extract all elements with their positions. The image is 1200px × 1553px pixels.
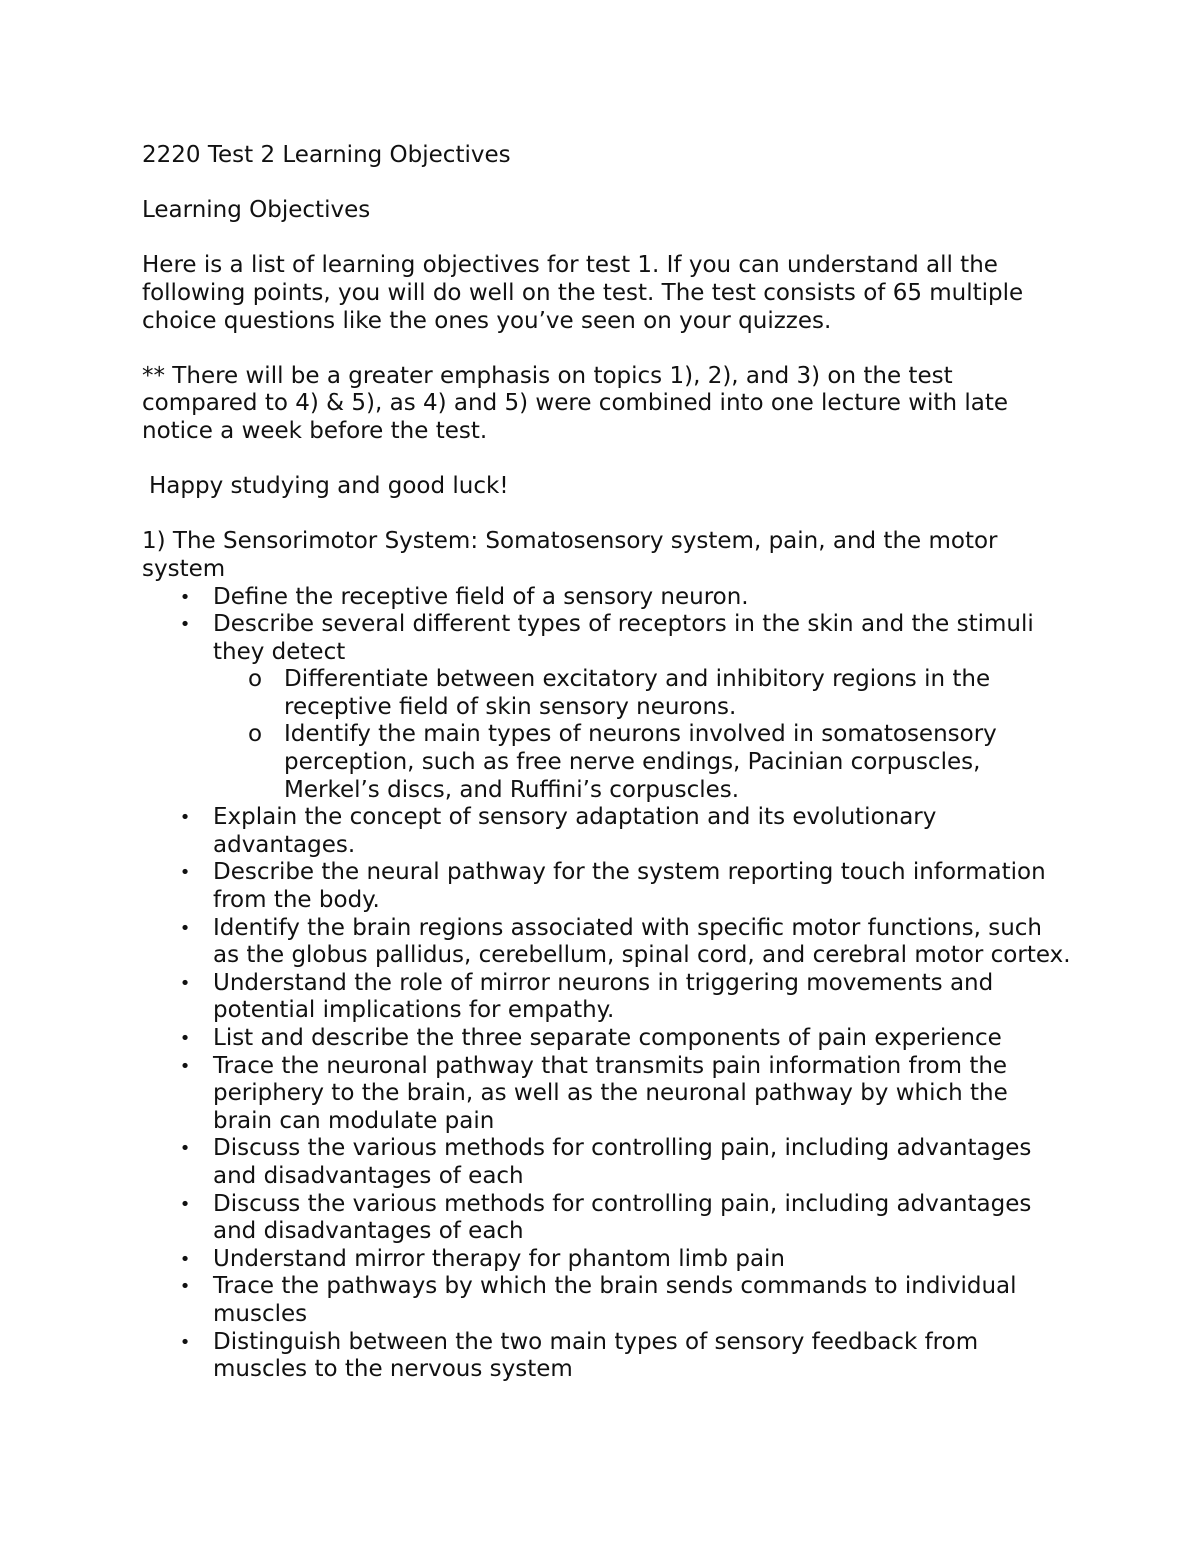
spacer <box>142 335 1072 363</box>
topic-1-heading: 1) The Sensorimotor System: Somatosensory system, pain, and the motor system <box>142 528 1005 582</box>
bullet-icon: • <box>179 972 191 994</box>
list-item <box>142 611 1072 666</box>
list-item-text: Explain the concept of sensory adaptation and its evolutionary advantages. <box>213 804 937 858</box>
list-item <box>142 1191 1072 1246</box>
list-item <box>142 970 1072 1025</box>
list-item-text: Describe the neural pathway for the system reporting touch information from the body. <box>213 859 1046 914</box>
bullet-icon: • <box>179 586 191 608</box>
list-item-text: Identify the brain regions associated with specific motor functions, such as the globus pallidus, cerebellum, spinal cord, and cerebral motor cortex. <box>213 914 1071 969</box>
list-item-text: Trace the pathways by which the brain sends commands to individual muscles <box>213 1273 1017 1327</box>
spacer <box>142 225 1072 253</box>
sub-objective-list <box>142 666 1072 804</box>
bullet-icon: • <box>179 1028 191 1049</box>
section-heading: Learning Objectives <box>142 197 371 224</box>
list-item-text: Describe several different types of receptors in the skin and the stimuli they detect <box>213 611 1034 665</box>
list-item-text: Trace the neuronal pathway that transmits pain information from the periphery to the brain, as well as the neuronal pathway by which the brain can modulate pain <box>213 1052 1008 1134</box>
list-item <box>142 859 1072 914</box>
bullet-icon: • <box>179 917 191 939</box>
bullet-icon: • <box>179 1193 191 1215</box>
sub-bullet-icon: o <box>247 666 263 693</box>
list-item-text: Define the receptive field of a sensory neuron. <box>213 583 749 610</box>
list-item-text: Distinguish between the two main types of sensory feedback from muscles to the nervous system <box>213 1328 979 1383</box>
objective-list <box>142 584 1072 667</box>
list-item <box>142 584 1072 612</box>
bullet-icon: • <box>179 862 191 884</box>
objective-list-continued <box>142 804 1072 1383</box>
bullet-icon: • <box>179 1331 191 1353</box>
sub-list-item <box>213 721 1072 804</box>
bullet-icon: • <box>179 1055 191 1077</box>
list-item <box>142 1246 1072 1274</box>
sign-off: Happy studying and good luck! <box>149 473 509 500</box>
list-item <box>142 804 1072 859</box>
list-item <box>142 1053 1072 1136</box>
list-item <box>142 915 1072 970</box>
list-item-text: Discuss the various methods for controlling pain, including advantages and disadvantages of each <box>213 1190 1032 1245</box>
list-item <box>142 1329 1072 1384</box>
list-item-text: Understand mirror therapy for phantom limb pain <box>213 1245 786 1272</box>
sub-list-item-text: Identify the main types of neurons involved in somatosensory perception, such as free nerve endings, Pacinian corpuscles, Merkel’s discs, and Ruffini’s corpuscles. <box>284 721 997 803</box>
spacer <box>142 446 1072 474</box>
bullet-icon: • <box>179 1138 191 1160</box>
list-item-text: List and describe the three separate components of pain experience <box>213 1025 1002 1051</box>
bullet-icon: • <box>179 1276 191 1298</box>
list-item <box>142 1025 1072 1053</box>
list-item-text: Discuss the various methods for controlling pain, including advantages and disadvantages of each <box>213 1135 1032 1189</box>
document-page <box>142 136 1072 1384</box>
sub-bullet-icon: o <box>247 721 263 748</box>
intro-paragraph: Here is a list of learning objectives for test 1. If you can understand all the following points, you will do well on the test. The test consists of 65 multiple choice questions like the ones you’ve seen on your quizzes. <box>142 252 1031 334</box>
bullet-icon: • <box>179 807 191 829</box>
list-item <box>142 1135 1072 1190</box>
spacer <box>142 170 1072 198</box>
bullet-icon: • <box>179 1248 191 1270</box>
sub-list-item <box>213 666 1072 721</box>
document-title: 2220 Test 2 Learning Objectives <box>142 142 511 168</box>
bullet-icon: • <box>179 614 191 636</box>
sub-list-item-text: Differentiate between excitatory and inhibitory regions in the receptive field of skin sensory neurons. <box>284 666 991 720</box>
list-item <box>142 1273 1072 1328</box>
spacer <box>142 501 1072 529</box>
emphasis-note: ** There will be a greater emphasis on topics 1), 2), and 3) on the test compared to 4) & 5), as 4) and 5) were combined into one lecture with late notice a week before the test. <box>142 362 1016 444</box>
list-item-text: Understand the role of mirror neurons in triggering movements and potential implications for empathy. <box>213 969 994 1024</box>
